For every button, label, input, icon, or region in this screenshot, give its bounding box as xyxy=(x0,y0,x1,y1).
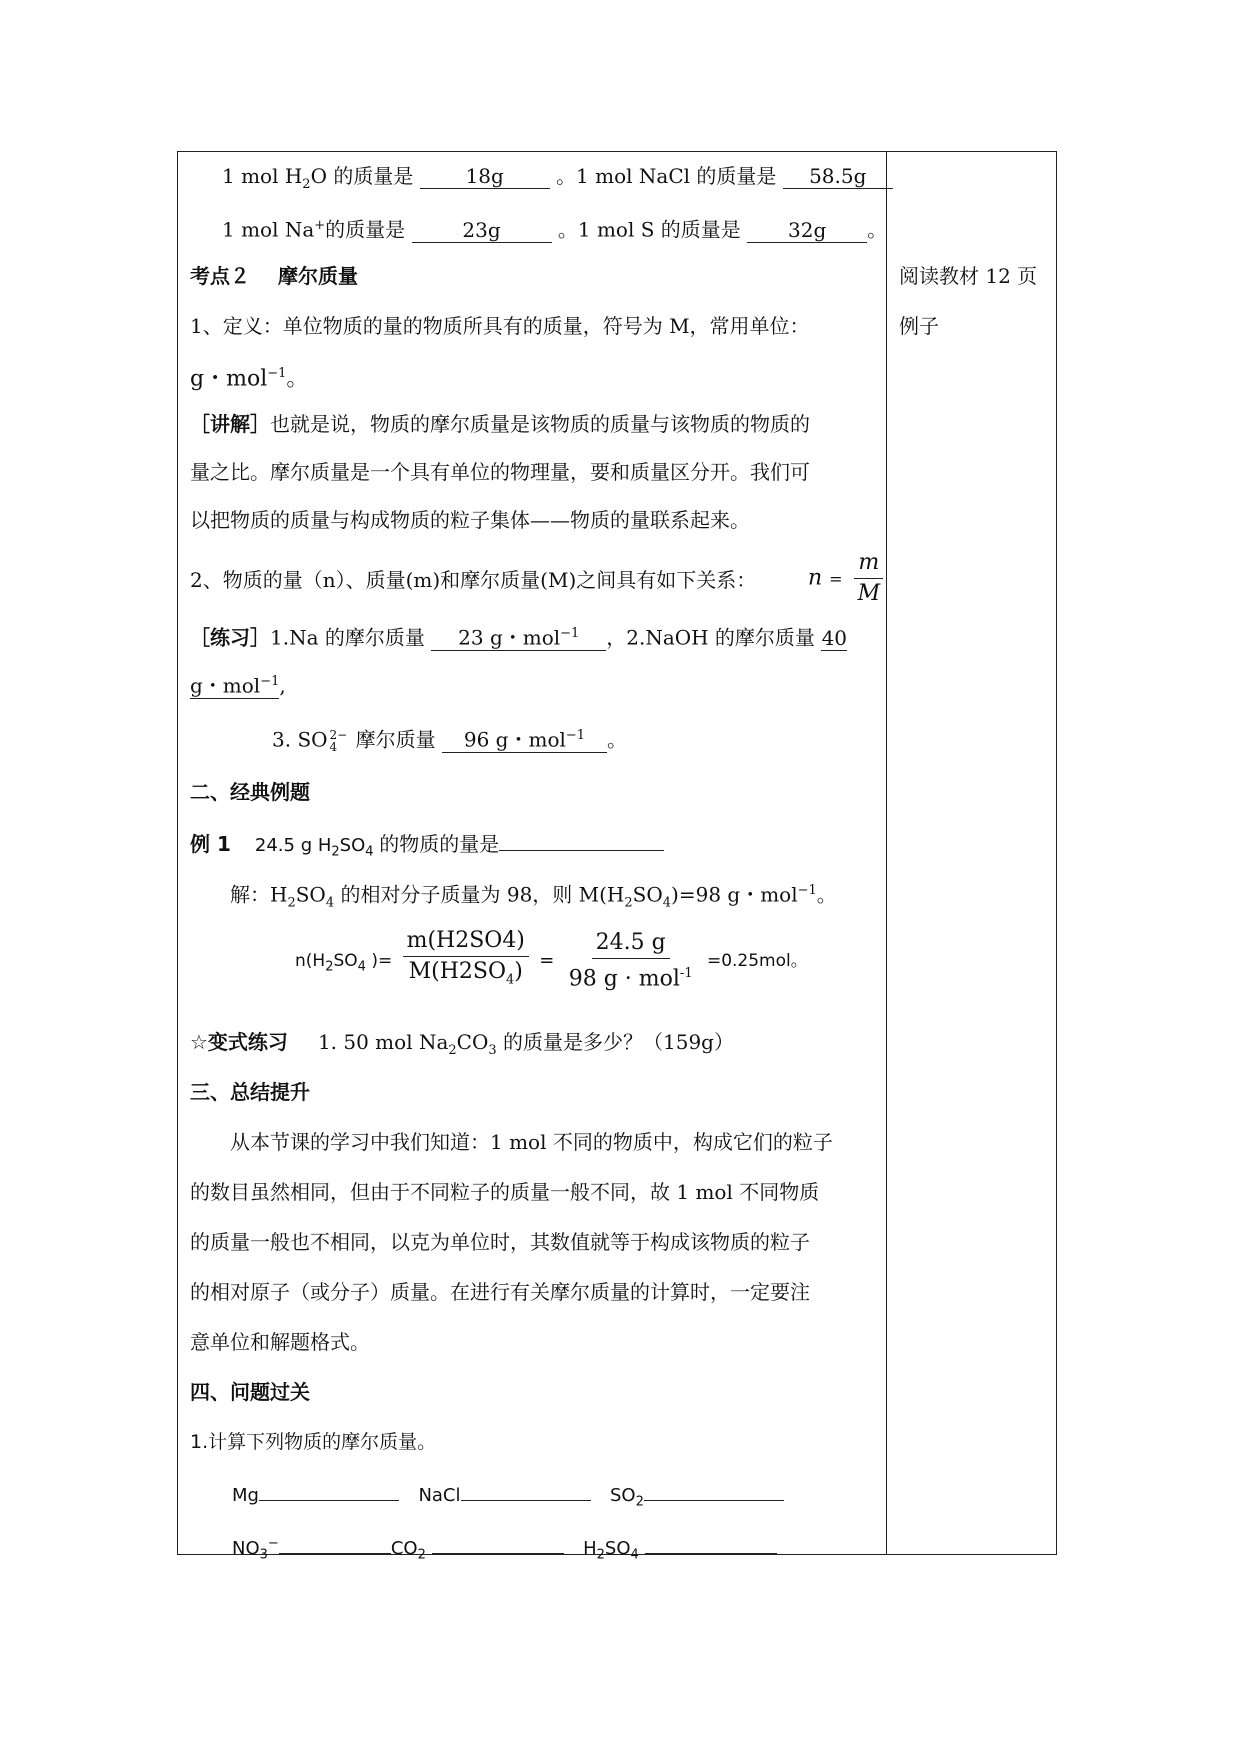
summary-line-1: 从本节课的学习中我们知道：1 mol 不同的物质中，构成它们的粒子 xyxy=(230,1130,833,1154)
text: 24.5 g H xyxy=(254,835,332,856)
answer-h2o: 18g xyxy=(420,164,550,189)
formula-m: m xyxy=(854,550,883,579)
mass-line-2 xyxy=(222,212,887,244)
text: 。1 mol NaCl 的质量是 xyxy=(556,164,777,188)
variant-practice xyxy=(190,1028,734,1065)
explain-tag: ［讲解］ xyxy=(190,412,270,436)
label-no3: NO xyxy=(232,1538,260,1559)
text: SO xyxy=(295,882,326,907)
answer-text: 96 g・mol xyxy=(463,727,566,752)
text: n(H xyxy=(295,951,326,972)
text: = xyxy=(539,950,555,972)
text: 的相对分子质量为 98，则 M(H xyxy=(340,882,625,907)
blank-so2[interactable] xyxy=(644,1478,784,1501)
answer-text: 23 g・mol xyxy=(458,625,561,650)
blank-no3[interactable] xyxy=(279,1531,391,1554)
variant-tag: ☆变式练习 xyxy=(190,1030,288,1054)
column-divider xyxy=(886,151,887,1555)
calc-fraction-2 xyxy=(565,930,697,992)
calc-result: =0.25mol。 xyxy=(706,951,808,972)
label-h2so4: H xyxy=(583,1538,597,1559)
calc-fraction-1 xyxy=(403,928,529,993)
practice-tag: ［练习］ xyxy=(190,625,270,650)
text: ， xyxy=(606,625,627,650)
fraction-denominator xyxy=(565,959,697,992)
subscript: 4 xyxy=(357,959,366,975)
definition-line: 1、定义：单位物质的量的物质所具有的质量，符号为 M，常用单位： xyxy=(190,314,810,338)
section-3-heading: 三、总结提升 xyxy=(190,1080,310,1104)
q1-row-1 xyxy=(232,1478,784,1517)
text: )= xyxy=(365,951,393,972)
example-1-question xyxy=(190,828,664,867)
text: 的质量是多少？（159g） xyxy=(503,1030,734,1054)
text: 。1 mol S 的质量是 xyxy=(557,217,741,242)
blank-mg[interactable] xyxy=(259,1478,399,1501)
summary-line-4: 的相对原子（或分子）质量。在进行有关摩尔质量的计算时，一定要注 xyxy=(190,1280,810,1304)
text: 。 xyxy=(816,882,837,907)
subscript: 4 xyxy=(329,740,338,755)
text: 98 g · mol xyxy=(568,965,680,991)
superscript: + xyxy=(314,218,326,233)
summary-line-3: 的质量一般也不相同，以克为单位时，其数值就等于构成该物质的粒子 xyxy=(190,1230,810,1254)
text: M(H2SO xyxy=(408,959,506,984)
text: 也就是说，物质的摩尔质量是该物质的质量与该物质的物质的 xyxy=(270,412,810,436)
superscript: −1 xyxy=(565,728,586,743)
section-4-heading: 四、问题过关 xyxy=(190,1380,310,1404)
text: O 的质量是 xyxy=(310,164,414,188)
fraction-numerator: 24.5 g xyxy=(592,930,670,959)
subscript: 3 xyxy=(488,1043,497,1058)
label-mg: Mg xyxy=(232,1485,259,1506)
superscript: −1 xyxy=(560,626,580,641)
practice-line-1 xyxy=(190,622,847,652)
subscript: 2 xyxy=(417,1547,426,1563)
subscript: 4 xyxy=(365,844,374,860)
example-1-calculation xyxy=(295,928,808,992)
text: 1.Na 的摩尔质量 xyxy=(270,625,425,650)
superscript: 2− xyxy=(329,728,348,743)
example-tag: 例 1 xyxy=(190,832,231,856)
kaodian-number: 考点２ xyxy=(190,264,250,288)
formula-n: n xyxy=(808,565,823,591)
text: 1 mol H xyxy=(222,164,303,188)
q1-title: 1.计算下列物质的摩尔质量。 xyxy=(190,1431,437,1453)
text: ) xyxy=(514,959,523,984)
subscript: 2 xyxy=(325,959,334,975)
label-nacl: NaCl xyxy=(418,1485,461,1506)
subscript: 2 xyxy=(596,1547,605,1563)
text: 摩尔质量 xyxy=(355,727,436,752)
mass-line-1: 1 mol $H_2O$ 的质量是 18g 。1 mol NaCl 的质量是 58.5g xyxy=(222,162,893,199)
label-so2: SO xyxy=(609,1485,636,1506)
unit: g・mol xyxy=(190,366,268,392)
calc-lhs xyxy=(295,951,393,975)
answer-naoh-part2 xyxy=(190,670,279,699)
kaodian-title: 摩尔质量 xyxy=(278,264,358,288)
fraction-denominator xyxy=(405,957,527,993)
text: 1 mol Na xyxy=(222,217,315,242)
subscript: 4 xyxy=(630,1547,639,1563)
subscript: 4 xyxy=(662,895,672,911)
subscript: 2 xyxy=(331,844,340,860)
formula-fraction xyxy=(854,550,885,607)
summary-line-2: 的数目虽然相同，但由于不同粒子的质量一般不同，故 1 mol 不同物质 xyxy=(190,1180,820,1204)
formula-M: M xyxy=(857,581,881,606)
example-1-solution xyxy=(230,877,837,918)
explain-line-2: 量之比。摩尔质量是一个具有单位的物理量，要和质量区分开。我们可 xyxy=(190,460,810,484)
text: 3. SO xyxy=(272,727,328,752)
text: 。 xyxy=(606,727,627,752)
kaodian-heading xyxy=(190,262,358,290)
superscript: −1 xyxy=(797,883,817,898)
text: SO xyxy=(339,835,366,856)
subscript: 4 xyxy=(506,972,515,988)
relation-line: 2、物质的量（n）、质量(m)和摩尔质量(M)之间具有如下关系： xyxy=(190,568,757,592)
text: 。 xyxy=(867,217,888,242)
superscript: −1 xyxy=(267,366,287,381)
text: , xyxy=(279,673,286,698)
side-note-line-2: 例子 xyxy=(899,314,939,338)
explain-line-1 xyxy=(190,410,810,438)
blank-co2[interactable] xyxy=(432,1531,564,1554)
relation-formula xyxy=(808,550,888,607)
label-co2: CO xyxy=(390,1538,418,1559)
text: )=98 g・mol xyxy=(671,882,798,907)
text: 。 xyxy=(286,366,309,392)
subscript: 2 xyxy=(624,895,633,911)
practice-line-3 xyxy=(272,724,627,754)
text: 的质量是 xyxy=(325,217,406,242)
text: CO xyxy=(456,1030,489,1054)
section-2-heading: 二、经典例题 xyxy=(190,780,310,804)
subscript: 4 xyxy=(325,895,335,911)
explain-line-3: 以把物质的质量与构成物质的粒子集体——物质的量联系起来。 xyxy=(190,508,750,532)
text: SO xyxy=(632,882,663,907)
text: 1. 50 mol Na xyxy=(317,1030,449,1054)
q1-row-2 xyxy=(232,1530,777,1570)
practice-line-2 xyxy=(190,670,286,700)
text: 的物质的量是 xyxy=(379,832,500,856)
superscript: −1 xyxy=(260,674,280,689)
summary-line-5: 意单位和解题格式。 xyxy=(190,1330,370,1354)
answer-text: g・mol xyxy=(190,673,261,698)
text: SO xyxy=(333,951,358,972)
subscript: 3 xyxy=(259,1547,268,1563)
answer-blank[interactable] xyxy=(499,828,664,851)
answer-naoh-part1: 40 xyxy=(821,625,848,650)
so4-charge xyxy=(330,729,348,753)
side-note-line-1: 阅读教材 12 页 xyxy=(899,264,1038,288)
text: 2.NaOH 的摩尔质量 xyxy=(626,625,815,650)
answer-s: 32g xyxy=(747,218,867,243)
text: SO xyxy=(604,1538,631,1559)
subscript: 2 xyxy=(635,1494,644,1510)
fraction-numerator: m(H2SO4) xyxy=(403,928,529,957)
answer-so4-molar xyxy=(442,724,607,753)
definition-unit xyxy=(190,360,308,393)
superscript: -1 xyxy=(679,965,693,981)
answer-nacl: 58.5g xyxy=(783,164,893,189)
blank-h2so4[interactable] xyxy=(645,1531,777,1554)
superscript: − xyxy=(267,1536,279,1551)
formula-equals: = xyxy=(829,569,843,589)
subscript: 2 xyxy=(287,895,296,911)
subscript: 2 xyxy=(448,1043,457,1058)
text: 解：H xyxy=(230,882,288,907)
blank-nacl[interactable] xyxy=(461,1478,591,1501)
answer-na-molar xyxy=(431,622,606,651)
answer-na: 23g xyxy=(412,218,552,243)
